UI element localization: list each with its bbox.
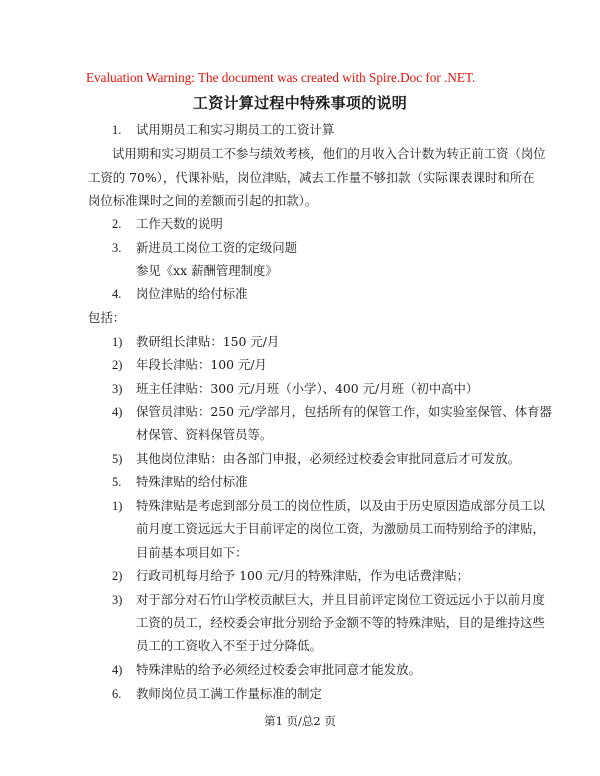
section-1-heading	[112, 122, 334, 138]
page-footer: 第1 页/总2 页	[264, 714, 336, 728]
list-text: 教研组长津贴：150 元/月	[136, 334, 280, 349]
list-item	[112, 451, 520, 467]
section-3-heading	[112, 240, 297, 256]
section-number: 3.	[112, 241, 122, 255]
list-continuation: 工资的员工，经校委会审批分别给予金额不等的特殊津贴，目的是维持这些	[136, 615, 545, 630]
paragraph-line: 岗位标准课时之间的差额而引起的扣款）。	[88, 193, 318, 208]
section-number: 4.	[112, 287, 122, 301]
list-item	[112, 498, 545, 514]
list-number: 2)	[112, 569, 123, 583]
reference-line: 参见《xx 薪酬管理制度》	[136, 263, 278, 278]
list-number: 1)	[112, 499, 123, 513]
list-item	[112, 404, 552, 420]
section-title: 教师岗位员工满工作量标准的制定	[136, 686, 322, 701]
list-item	[112, 592, 545, 608]
paragraph-line: 试用期和实习期员工不参与绩效考核，他们的月收入合计数为转正前工资（岗位	[112, 146, 546, 161]
list-number: 2)	[112, 358, 123, 372]
list-text: 对于部分对石竹山学校贡献巨大，并且目前评定岗位工资远远小于以前月度	[136, 592, 545, 607]
list-item	[112, 381, 478, 397]
list-text: 特殊津贴的给予必须经过校委会审批同意才能发放。	[136, 662, 421, 677]
list-number: 3)	[112, 382, 123, 396]
document-title: 工资计算过程中特殊事项的说明	[192, 94, 408, 112]
section-title: 特殊津贴的给付标准	[136, 474, 248, 489]
evaluation-warning: Evaluation Warning: The document was created with Spire.Doc for .NET.	[86, 70, 476, 85]
section-title: 岗位津贴的给付标准	[136, 286, 248, 301]
list-text: 特殊津贴是考虑到部分员工的岗位性质，以及由于历史原因造成部分员工以	[136, 498, 545, 513]
section-number: 1.	[112, 123, 122, 137]
section-6-heading	[112, 686, 322, 702]
paragraph-line: 工资的 70%），代课补贴，岗位津贴，减去工作量不够扣款（实际课表课时和所在	[88, 170, 535, 185]
list-number: 4)	[112, 405, 123, 419]
list-item	[112, 357, 267, 373]
list-text: 其他岗位津贴：由各部门申报，必须经过校委会审批同意后才可发放。	[136, 451, 521, 466]
list-item	[112, 568, 469, 584]
includes-label: 包括：	[88, 310, 126, 325]
list-continuation: 前月度工资远远大于目前评定的岗位工资，为激励员工而特别给予的津贴，	[136, 521, 545, 536]
list-item	[112, 334, 279, 350]
list-text: 年段长津贴：100 元/月	[136, 357, 267, 372]
section-number: 6.	[112, 687, 122, 701]
list-continuation: 材保管、资料保管员等。	[136, 427, 273, 442]
list-text: 行政司机每月给予 100 元/月的特殊津贴，作为电话费津贴；	[136, 568, 470, 583]
section-2-heading	[112, 216, 223, 232]
section-4-heading	[112, 286, 248, 302]
section-title: 工作天数的说明	[136, 216, 223, 231]
section-number: 5.	[112, 475, 122, 489]
list-number: 1)	[112, 335, 123, 349]
section-number: 2.	[112, 217, 122, 231]
list-number: 5)	[112, 452, 123, 466]
list-item	[112, 662, 421, 678]
list-continuation: 员工的工资收入不至于过分降低。	[136, 638, 322, 653]
section-5-heading	[112, 474, 248, 490]
list-number: 4)	[112, 663, 123, 677]
section-title: 新进员工岗位工资的定级问题	[136, 240, 298, 255]
list-number: 3)	[112, 593, 123, 607]
list-text: 班主任津贴：300 元/月班（小学）、400 元/月班（初中高中）	[136, 381, 479, 396]
list-continuation: 目前基本项目如下：	[136, 545, 248, 560]
section-title: 试用期员工和实习期员工的工资计算	[136, 122, 335, 137]
list-text: 保管员津贴：250 元/学部月，包括所有的保管工作，如实验室保管、体育器	[136, 404, 552, 419]
